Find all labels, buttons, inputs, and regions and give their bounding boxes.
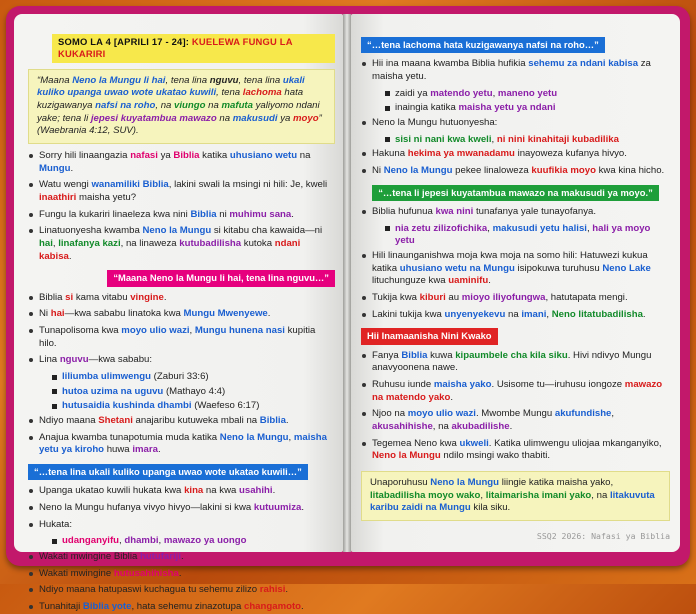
text-span: , — [158, 535, 164, 547]
text-span: . — [70, 162, 74, 174]
text-span: isipokuwa turuhusu — [514, 262, 603, 274]
text-span: usahihi — [239, 485, 273, 497]
text-span: kwa nini — [435, 206, 474, 218]
text-span: Neno la Mungu — [430, 476, 500, 488]
text-span: litabadilisha moyo wako — [370, 489, 481, 501]
text-span: inaingia katika — [395, 102, 459, 114]
lesson-title — [52, 34, 335, 63]
text-span: , na — [155, 100, 175, 112]
text-span: huwa — [104, 444, 133, 456]
list-item — [361, 117, 670, 130]
list-item — [28, 354, 335, 367]
list-subitem — [28, 535, 335, 548]
text-span: Tegemea Neno kwa — [372, 437, 460, 449]
text-span: Anajua kwamba tunapotumia muda katika — [39, 431, 220, 443]
list-item — [28, 150, 335, 175]
text-span: . — [178, 567, 182, 579]
section-list — [361, 350, 670, 463]
text-span: . — [509, 421, 513, 432]
text-span: tunafanya yale tunayofanya. — [473, 206, 597, 218]
text-span: , na — [432, 421, 452, 432]
text-span: Hii ina maana kwamba Biblia hufikia — [372, 58, 529, 70]
text-span: Hili linaunganishwa moja kwa moja na somo hili: Hatuwezi kukua katika — [372, 250, 648, 274]
text-span: , tena lina — [238, 74, 283, 86]
text-span: , — [288, 431, 294, 443]
text-span: , — [491, 133, 497, 145]
list-item — [361, 165, 670, 178]
text-span: mawazo na matendo yako — [372, 379, 663, 403]
text-span: Ndiyo maana — [39, 415, 99, 426]
text-span: imani — [521, 308, 547, 320]
text-span: litaimarisha imani yako — [485, 489, 592, 501]
list-subitem — [28, 371, 335, 384]
text-span: KUELEWA FUNGU LA KUKARIRI — [58, 36, 293, 60]
text-span: nguvu — [209, 74, 239, 86]
text-span: liingie katika maisha yako, — [499, 476, 614, 488]
text-span: unyenyekevu — [444, 308, 506, 320]
list-item — [361, 206, 670, 219]
text-span: ” (Waebrania 4:12, SUV). — [37, 112, 322, 137]
text-span: moyo ulio wazi — [121, 325, 190, 337]
text-span: hai — [39, 238, 53, 250]
text-span: akufundishe — [554, 408, 612, 420]
text-span: ni — [216, 208, 230, 220]
text-span: inayoweza kufanya hivyo. — [514, 148, 627, 160]
text-span: uhusiano wetu na Mungu — [399, 262, 515, 274]
text-span: Fanya — [372, 349, 402, 361]
text-span: (Mathayo 4:4) — [163, 385, 226, 397]
list-item — [28, 485, 335, 498]
text-span: (Zaburi 33:6) — [151, 371, 209, 383]
list-item — [28, 209, 335, 222]
text-span: , — [487, 222, 493, 234]
text-span: Sorry hili linaangazia — [39, 150, 131, 162]
text-span: lituchunguze kwa — [372, 275, 449, 287]
text-span: kina — [184, 485, 204, 497]
text-span: na — [205, 100, 222, 112]
text-span: au — [445, 292, 462, 303]
text-span: , — [492, 87, 498, 99]
text-span: , na — [591, 489, 610, 501]
text-span: Unaporuhusu — [370, 476, 431, 488]
text-span: nguvu — [59, 354, 89, 366]
text-span: . Usisome tu—iruhusu iongoze — [491, 379, 625, 391]
text-span: . — [291, 208, 294, 220]
list-item — [361, 148, 670, 161]
text-span: , — [119, 535, 125, 547]
text-span: maneno yetu — [497, 87, 558, 99]
text-span: wanamiliki Biblia — [91, 179, 169, 191]
text-span: Ni — [39, 308, 51, 320]
text-span: linafanya kazi — [58, 238, 121, 250]
section-header: “…tena lina ukali kuliko upanga uwao wote ukatao kuwili…” — [28, 464, 308, 480]
text-span: li hai — [140, 74, 166, 86]
text-span: uhusiano wetu — [229, 150, 298, 162]
text-span: Linatuonyesha kwamba — [39, 225, 143, 237]
text-span: —kwa sababu: — [88, 354, 153, 366]
text-span: kutoka — [241, 238, 275, 250]
text-span: hutusaidia kushinda dhambi — [62, 400, 192, 412]
text-span: sehemu za ndani kabisa — [528, 58, 639, 70]
text-span: . Mwombe Mungu — [475, 408, 555, 420]
text-span: Njoo na — [372, 408, 408, 420]
text-span: Upanga ukatao kuwili hukata kwa — [39, 485, 185, 497]
list-subitem — [361, 102, 670, 115]
text-span: . — [272, 485, 276, 497]
text-span: makusudi yetu halisi — [492, 222, 587, 234]
list-subitem — [28, 386, 335, 399]
text-span: zaidi ya — [395, 87, 431, 99]
text-span: Ruhusu iunde — [372, 379, 434, 391]
text-span: dhambi — [124, 535, 159, 547]
section-header: “…tena li jepesi kuyatambua mawazo na makusudi ya moyo.” — [372, 185, 659, 201]
text-span: Mungu Mwenyewe — [183, 308, 268, 320]
text-span: ndani kabisa — [39, 238, 301, 262]
section-header: “…tena lachoma hata kuzigawanya nafsi na roho…” — [361, 37, 605, 53]
text-span: Biblia — [401, 349, 428, 361]
text-span: Neno la Mungu hutuonyesha: — [372, 117, 498, 129]
text-span: . — [157, 444, 161, 456]
text-span: moyo — [293, 112, 319, 124]
text-span: . Hivi ndivyo Mungu anavyoonena nawe. — [372, 349, 652, 374]
list-item — [361, 292, 670, 305]
text-span: . — [68, 250, 72, 262]
right-page — [351, 14, 680, 552]
list-item — [28, 179, 335, 204]
text-span: Neno la Mungu — [372, 450, 441, 462]
list-subitem — [361, 223, 670, 248]
text-span: changamoto — [243, 600, 302, 612]
text-span: Neno Lake — [602, 262, 651, 274]
list-item — [361, 58, 670, 83]
text-span: Shetani — [98, 415, 133, 426]
text-span: . — [642, 308, 646, 320]
text-span: imara — [132, 444, 158, 456]
text-span: ya — [157, 150, 174, 162]
text-span: akusahihishe — [372, 421, 433, 432]
list-item — [361, 408, 670, 433]
list-item — [28, 225, 335, 263]
text-span: Hakuna — [372, 148, 408, 160]
text-span: Tukija kwa — [372, 292, 420, 303]
text-span: Hukata: — [39, 518, 73, 530]
text-span: kama vitabu — [73, 291, 131, 303]
text-span: litakuvuta karibu zaidi na Mungu — [370, 489, 655, 514]
list-item — [361, 309, 670, 322]
text-span: jepesi kuyatambua mawazo — [90, 112, 217, 124]
list-item — [361, 379, 670, 404]
memory-verse-quote — [28, 69, 335, 144]
text-span: Neno la Mungu — [142, 225, 212, 237]
list-subitem — [361, 88, 670, 101]
text-span: , — [546, 308, 552, 320]
text-span: Biblia — [190, 208, 217, 220]
text-span: —kwa sababu linatoka kwa — [64, 308, 184, 320]
text-span: anajaribu kutuweka mbali na — [132, 415, 260, 426]
text-span: mafuta — [221, 100, 253, 112]
text-span: , na linaweza — [120, 238, 180, 250]
text-span: kutuumiza — [253, 502, 302, 514]
text-span: kwa kina hicho. — [595, 165, 665, 176]
text-span: hutusahihisha — [113, 567, 179, 579]
text-span: Tunahitaji — [39, 600, 83, 612]
text-span: pekee linaloweza — [452, 165, 532, 176]
text-span: hutoa uzima na uguvu — [62, 385, 164, 397]
list-item — [28, 601, 335, 614]
text-span: . — [181, 551, 184, 562]
text-span: kupitia hilo. — [39, 325, 316, 349]
text-span: ni nini kinahitaji kubadilika — [496, 133, 619, 145]
text-span: udanganyifu — [62, 535, 120, 547]
text-span: si — [65, 291, 74, 303]
text-span: Wakati mwingine Biblia — [39, 551, 140, 562]
text-span: Neno litatubadilisha — [551, 308, 643, 320]
text-span: (Waefeso 6:17) — [191, 400, 260, 412]
text-span: kuufikia moyo — [531, 165, 596, 176]
list-item — [28, 568, 335, 581]
text-span: moyo ulio wazi — [407, 408, 476, 420]
text-span: viungo — [174, 100, 206, 112]
text-span: , — [611, 408, 615, 420]
text-span: . — [267, 308, 271, 320]
text-span: . Katika ulimwengu uliojaa mkanganyiko, — [488, 437, 662, 449]
text-span: ya — [277, 112, 293, 124]
text-span: hai — [50, 308, 65, 320]
list-item — [361, 250, 670, 288]
list-item — [28, 584, 335, 597]
list-item — [361, 350, 670, 375]
list-subitem — [28, 400, 335, 413]
text-span: nafasi — [130, 150, 158, 162]
list-item — [28, 551, 335, 564]
text-span: akubadilishe — [451, 421, 510, 432]
text-span: matendo yetu — [430, 87, 493, 99]
text-span: kutubadilisha — [179, 238, 242, 250]
text-span: na — [216, 112, 233, 124]
text-span: Ni — [372, 165, 384, 176]
text-span: yaliyomo ndani yake; tena li — [37, 100, 320, 124]
text-span: Lina — [39, 354, 60, 366]
text-span: . — [301, 600, 304, 612]
text-span: , hatutapata mengi. — [545, 292, 628, 303]
text-span: nia zetu zilizofichika — [395, 222, 488, 234]
text-span: Mungu — [39, 162, 71, 174]
text-span: maisha yetu ya kiroho — [39, 431, 327, 456]
text-span: lachoma — [242, 87, 282, 99]
text-span: kila siku. — [470, 502, 511, 514]
text-span: , tena — [216, 87, 243, 99]
text-span: hekima ya mwanadamu — [407, 148, 515, 160]
text-span: ukweli — [459, 437, 489, 449]
text-span: za maisha yetu. — [372, 58, 651, 83]
text-span: Ndiyo maana hatupaswi kuchagua tu sehemu zilizo — [39, 584, 260, 596]
text-span: Biblia — [173, 150, 200, 162]
intro-list — [28, 150, 335, 263]
text-span: makusudi — [232, 112, 278, 124]
text-span: si kitabu cha kawaida—ni — [211, 225, 323, 237]
section-list — [361, 58, 670, 177]
text-span: , — [586, 222, 593, 234]
text-span: Biblia — [39, 291, 66, 303]
text-span: Neno la Mungu — [383, 165, 453, 176]
list-item — [28, 432, 335, 457]
text-span: na kwa — [203, 485, 239, 497]
text-span: , — [189, 325, 195, 337]
text-span: , lakini swali la msingi ni hili: Je, kweli — [168, 179, 328, 191]
list-item — [28, 308, 335, 321]
text-span: kiburi — [419, 292, 446, 303]
text-span: maisha yetu ya ndani — [458, 102, 556, 114]
text-span: maisha yako — [433, 379, 492, 391]
text-span: Neno la Mungu — [219, 431, 289, 443]
text-span: . — [450, 391, 454, 403]
list-item — [28, 415, 335, 428]
text-span: uaminifu — [448, 275, 489, 287]
text-span: , — [480, 489, 486, 501]
page-footer: SSQ2 2026: Nafasi ya Biblia — [536, 531, 670, 542]
text-span: vingine — [130, 291, 164, 303]
text-span: mawazo ya uongo — [163, 535, 247, 547]
text-span: Wakati mwingine — [39, 567, 114, 579]
text-span: . — [285, 415, 289, 426]
text-span: liliumba ulimwengu — [62, 371, 152, 383]
book-spine — [343, 14, 351, 552]
text-span: Neno la Mungu — [72, 74, 141, 86]
text-span: inaathiri — [39, 192, 77, 204]
section-header: Hii Inamaanisha Nini Kwako — [361, 328, 498, 344]
text-span: sisi ni nani kwa kweli — [395, 133, 492, 145]
text-span: rahisi — [259, 584, 286, 596]
text-span: SOMO LA 4 [APRILI 17 - 24]: — [58, 36, 190, 47]
section-list — [361, 206, 670, 321]
text-span: na — [505, 308, 522, 320]
text-span: Fungu la kukariri linaeleza kwa nini — [39, 208, 191, 220]
list-item — [28, 292, 335, 305]
list-item — [28, 325, 335, 350]
text-span: , — [52, 238, 59, 250]
list-item — [361, 438, 670, 463]
text-span: Biblia hufunua — [372, 206, 436, 218]
text-span: Biblia — [259, 415, 286, 426]
text-span: Tunapolisoma kwa — [39, 325, 122, 337]
text-span: hutufariji — [139, 551, 181, 562]
text-span: mioyo iliyofungwa — [461, 292, 546, 303]
list-item — [28, 519, 335, 532]
text-span: maisha yetu? — [76, 192, 137, 204]
text-span: kuwa — [427, 349, 456, 361]
list-subitem — [361, 134, 670, 147]
summary-box — [361, 471, 670, 521]
text-span: . — [488, 275, 491, 287]
text-span: Lakini tukija kwa — [372, 308, 445, 320]
section-header: “Maana Neno la Mungu li hai, tena lina nguvu…” — [107, 270, 335, 286]
section-list — [28, 485, 335, 613]
text-span: muhimu sana — [229, 208, 292, 220]
text-span: , tena lina — [165, 74, 210, 86]
text-span: . — [285, 584, 289, 596]
text-span: Biblia yote — [82, 600, 132, 612]
text-span: . — [301, 502, 305, 514]
text-span: nafsi na roho — [95, 100, 156, 112]
text-span: Neno la Mungu hufanya vivyo hivyo—lakini si kwa — [39, 502, 254, 514]
text-span: Watu wengi — [39, 179, 92, 191]
text-span: “Maana — [37, 74, 73, 86]
text-span: hali ya moyo yetu — [395, 222, 651, 247]
text-span: kipaumbele cha kila siku — [455, 349, 568, 361]
text-span: . — [163, 291, 167, 303]
text-span: Mungu hunena nasi — [194, 325, 285, 337]
text-span: , hata sehemu zinazotupa — [131, 600, 244, 612]
text-span: ukali kuliko upanga uwao wote ukatao kuwili — [37, 74, 305, 99]
section-list — [28, 292, 335, 457]
left-page — [14, 14, 343, 612]
text-span: katika — [199, 150, 230, 162]
text-span: na — [297, 150, 311, 162]
text-span: ndilo msingi wako thabiti. — [440, 450, 551, 462]
text-span: hata kuzigawanya — [37, 87, 304, 112]
list-item — [28, 502, 335, 515]
